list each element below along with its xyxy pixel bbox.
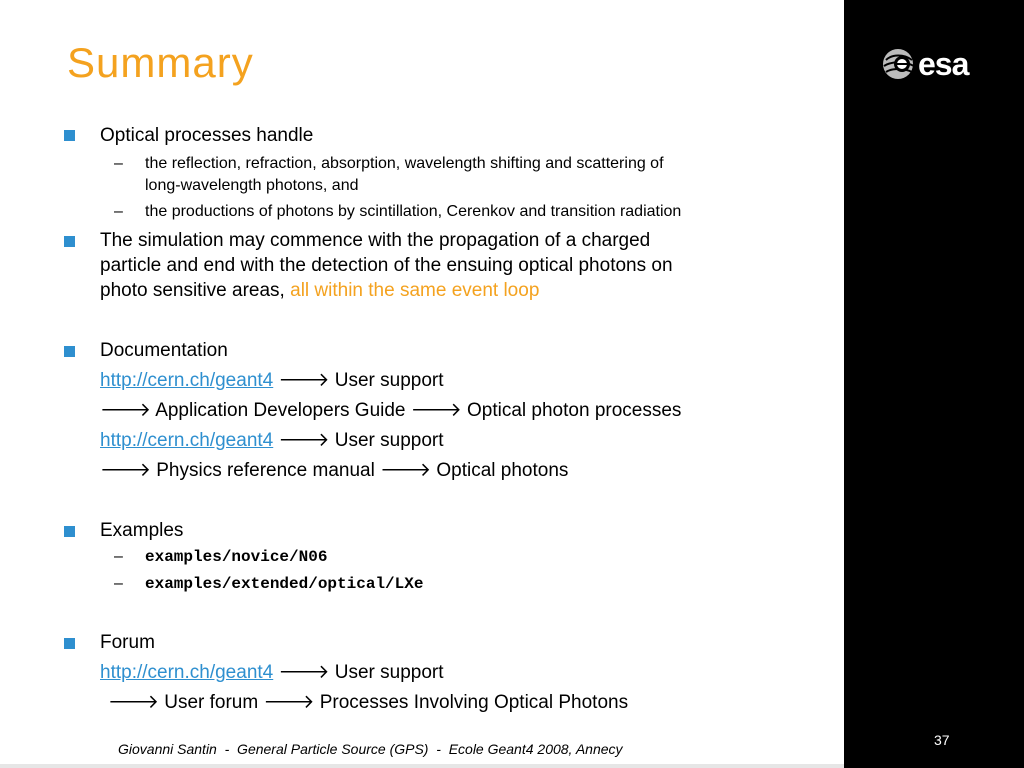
- bullet-square: [64, 638, 75, 649]
- right-sidebar: [844, 0, 1024, 768]
- slide-footer: Giovanni Santin - General Particle Source (GPS) - Ecole Geant4 2008, Annecy: [118, 741, 623, 757]
- arrow-icon: 🡒: [278, 662, 330, 683]
- optical-sub1-line2: long-wavelength photons, and: [145, 177, 359, 194]
- arrow-icon: 🡒: [100, 460, 151, 481]
- arrow-icon: 🡒: [108, 692, 159, 713]
- documentation-heading: Documentation: [100, 340, 228, 361]
- optical-sub2: the productions of photons by scintillation, Cerenkov and transition radiation: [145, 203, 682, 220]
- simulation-line3: photo sensitive areas, all within the same event loop: [100, 280, 540, 301]
- forum-heading: Forum: [100, 632, 155, 653]
- example-item-n06: examples/novice/N06: [145, 548, 328, 566]
- documentation-line1: http://cern.ch/geant4 🡒 User support: [100, 370, 444, 391]
- optical-sub1-line1: the reflection, refraction, absorption, wavelength shifting and scattering of: [145, 155, 664, 172]
- documentation-line4: 🡒 Physics reference manual 🡒 Optical photons: [100, 460, 569, 481]
- optical-heading: Optical processes handle: [100, 125, 314, 146]
- geant4-link[interactable]: http://cern.ch/geant4: [100, 662, 274, 683]
- examples-heading: Examples: [100, 520, 184, 541]
- arrow-icon: 🡒: [410, 400, 462, 421]
- arrow-icon: 🡒: [278, 370, 330, 391]
- highlight-text: all within the same event loop: [290, 280, 540, 301]
- forum-line1: http://cern.ch/geant4 🡒 User support: [100, 662, 444, 683]
- example-item-lxe: examples/extended/optical/LXe: [145, 575, 424, 593]
- footer-divider: [0, 764, 844, 768]
- geant4-link[interactable]: http://cern.ch/geant4: [100, 370, 274, 391]
- dash: –: [114, 575, 123, 592]
- simulation-line2: particle and end with the detection of the ensuing optical photons on: [100, 255, 673, 276]
- documentation-line3: http://cern.ch/geant4 🡒 User support: [100, 430, 444, 451]
- dash: –: [114, 203, 123, 220]
- bullet-square: [64, 236, 75, 247]
- esa-globe-icon: [880, 42, 916, 82]
- bullet-square: [64, 526, 75, 537]
- bullet-square: [64, 346, 75, 357]
- geant4-link[interactable]: http://cern.ch/geant4: [100, 430, 274, 451]
- forum-line2: 🡒 User forum 🡒 Processes Involving Optical Photons: [108, 692, 629, 713]
- documentation-line2: 🡒 Application Developers Guide 🡒 Optical photon processes: [100, 400, 682, 421]
- bullet-square: [64, 130, 75, 141]
- dash: –: [114, 155, 123, 172]
- arrow-icon: 🡒: [100, 400, 151, 421]
- arrow-icon: 🡒: [278, 430, 330, 451]
- simulation-line1: The simulation may commence with the propagation of a charged: [100, 230, 651, 251]
- logo-text: esa: [918, 46, 969, 82]
- arrow-icon: 🡒: [380, 460, 432, 481]
- arrow-icon: 🡒: [263, 692, 315, 713]
- slide-title: Summary: [67, 39, 254, 86]
- dash: –: [114, 548, 123, 565]
- page-number: 37: [934, 732, 950, 748]
- esa-logo: [880, 42, 990, 86]
